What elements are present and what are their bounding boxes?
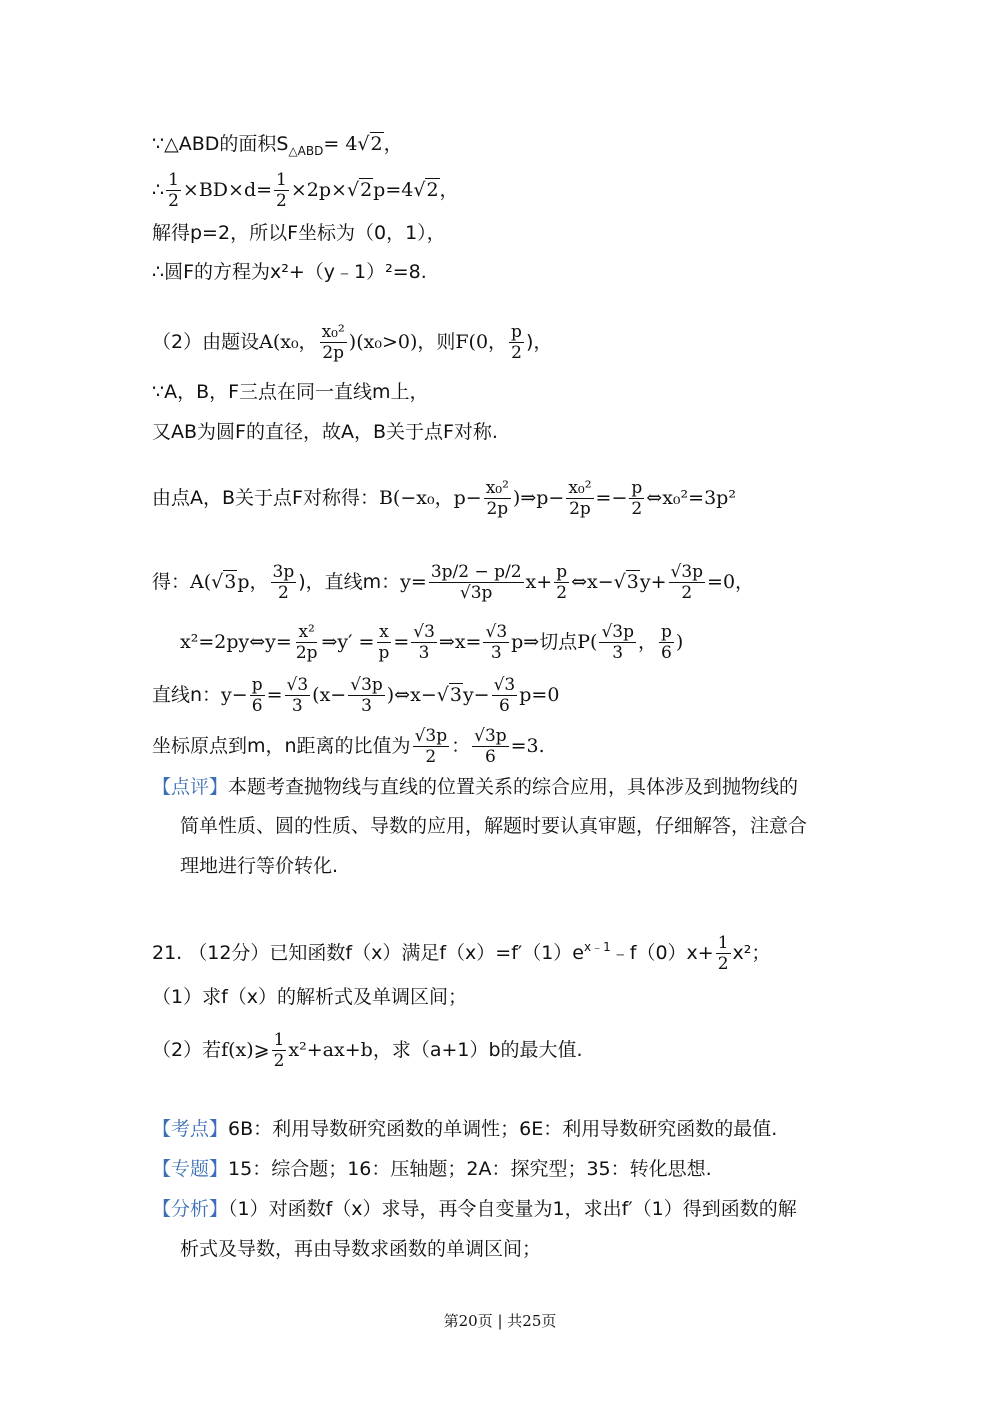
fraction: $\frac{p}{2}$ (556, 562, 568, 603)
fraction: $\frac{\text{x²}}{2p}$ (295, 622, 318, 663)
comment-tag: 【点评】 (152, 776, 229, 798)
fraction: $\frac{√3p}{3}$ (601, 622, 634, 663)
sqrt: √3 (613, 571, 639, 593)
fraction: $\frac{1}{2}$ (168, 170, 179, 211)
zhuanti-section (152, 1156, 712, 1182)
sqrt: √3 (436, 684, 462, 706)
text: x²； (732, 942, 771, 964)
comment-section (152, 774, 798, 800)
text: ⇔x− (571, 571, 614, 593)
question-21-part2 (152, 1030, 583, 1071)
text: B(−x₀，p− (378, 487, 482, 509)
text: y= (400, 571, 427, 593)
comment-text: 本题考查抛物线与直线的位置关系的综合应用，具体涉及到抛物线的 (228, 776, 799, 798)
text: f(x)⩾ (221, 1039, 270, 1061)
text: 由点A，B关于点F对称得： (152, 487, 379, 509)
text: （2）由题设 (152, 331, 260, 353)
text: (x− (312, 684, 347, 706)
text: x²=2py⇔y= (180, 631, 292, 653)
text: =0， (707, 571, 755, 593)
text: =− (595, 487, 628, 509)
text: ， (637, 631, 657, 653)
text: p， (237, 571, 269, 593)
text: p⇒切点 (511, 631, 578, 653)
fraction: $\frac{p}{2}$ (511, 322, 522, 363)
line-tangent-point (180, 622, 683, 663)
fraction: $\frac{\text{x₀²}}{2p}$ (485, 478, 509, 519)
fraction: $\frac{x}{p}$ (378, 622, 390, 663)
text: 坐标原点到m，n距离的比值为 (152, 735, 411, 757)
text: y+ (639, 571, 667, 593)
fraction: $\frac{√3p}{2}$ (414, 726, 448, 767)
text: = (393, 631, 410, 653)
fenxi-tag: 【分析】 (152, 1198, 229, 1220)
comment-text: 简单性质、圆的性质、导数的应用，解题时要认真审题，仔细解答，注意合 (180, 815, 808, 837)
text: P( (577, 631, 598, 653)
text: )， (525, 331, 553, 353)
text: x+ (525, 571, 553, 593)
text: ∴ (152, 179, 165, 201)
text: ∵△ABD的面积S (152, 133, 289, 155)
text: = 4 (323, 133, 358, 155)
comment-text: 理地进行等价转化. (180, 855, 339, 877)
text: ) (675, 631, 684, 653)
text: ⇒x= (438, 631, 482, 653)
fraction: $\frac{3p}{2}$ (272, 562, 295, 603)
fraction: $\frac{√3}{3}$ (485, 622, 508, 663)
fenxi-text: 析式及导数，再由导数求函数的单调区间； (180, 1238, 542, 1260)
text: )，直线m： (298, 571, 401, 593)
text: ⇒y′ = (321, 631, 375, 653)
fenxi-section (152, 1196, 797, 1222)
text: = (266, 684, 283, 706)
text: ， (439, 179, 459, 201)
fraction: $\frac{1}{2}$ (717, 933, 729, 974)
line-line-n (152, 675, 559, 716)
line-solve-p: 解得p=2，所以F坐标为（0，1）， (152, 222, 446, 244)
text: ×BD×d= (182, 179, 273, 201)
fraction: $\frac{√3}{6}$ (493, 675, 516, 716)
fraction: $\frac{√3p}{6}$ (474, 726, 507, 767)
sqrt: √2 (346, 179, 373, 201)
text: )⇒p− (512, 487, 565, 509)
superscript: x﹣1 (584, 940, 611, 954)
line-part2-setup (152, 322, 552, 363)
fraction: $\frac{p}{6}$ (660, 622, 672, 663)
line-diameter: 又AB为圆F的直径，故A，B关于点F对称. (152, 421, 498, 443)
fraction: $\frac{\text{x₀²}}{2p}$ (321, 322, 345, 363)
text: ×2p× (290, 179, 347, 201)
line-circle-equation: ∴圆F的方程为x²+（y﹣1）²=8. (152, 261, 427, 283)
fraction: $\frac{1}{2}$ (276, 170, 287, 211)
text: x²+ax+b (288, 1039, 373, 1061)
text: （2）若 (152, 1039, 222, 1061)
sqrt: √2 (413, 179, 439, 201)
text: ﹣f（0）x+ (610, 942, 714, 964)
question-21 (152, 933, 770, 974)
fraction: $\frac{√3}{3}$ (286, 675, 309, 716)
text: )(x₀>0)，则F(0， (348, 331, 508, 353)
fenxi-text: （1）对函数f（x）求导，再令自变量为1，求出f′（1）得到函数的解 (228, 1198, 797, 1220)
line-ratio (152, 726, 545, 767)
fraction: $\frac{3p/2 - p/2}{√3p}$ (430, 562, 522, 603)
text: 21. （12分）已知函数f（x）满足f（x）=f′（1）e (152, 942, 585, 964)
fraction: $\frac{\text{x₀²}}{2p}$ (568, 478, 592, 519)
kaodian-section (152, 1116, 777, 1142)
text: A(x₀， (259, 331, 318, 353)
fraction: $\frac{p}{2}$ (631, 478, 643, 519)
text: ，求（a+1）b的最大值. (372, 1039, 583, 1061)
text: p=0 (519, 684, 560, 706)
question-21-part1: （1）求f（x）的解析式及单调区间； (152, 986, 468, 1008)
line-line-m (152, 562, 754, 603)
text: =3. (510, 735, 545, 757)
text: ⇔x₀²=3p² (646, 487, 736, 509)
text: A( (190, 571, 212, 593)
text: y− (221, 684, 248, 706)
kaodian-text: 6B：利用导数研究函数的单调性；6E：利用导数研究函数的最值. (228, 1118, 778, 1140)
zhuanti-text: 15：综合题；16：压轴题；2A：探究型；35：转化思想. (228, 1158, 712, 1180)
text: ， (383, 133, 403, 155)
line-area-given (152, 131, 403, 164)
kaodian-tag: 【考点】 (152, 1118, 229, 1140)
fraction: $\frac{√3}{3}$ (413, 622, 435, 663)
radicand: 2 (370, 133, 383, 155)
zhuanti-tag: 【专题】 (152, 1158, 229, 1180)
fraction: $\frac{√3p}{3}$ (350, 675, 383, 716)
fraction: $\frac{1}{2}$ (273, 1030, 285, 1071)
text: 得： (152, 571, 191, 593)
text: )⇔x− (386, 684, 437, 706)
text: y− (462, 684, 490, 706)
text: 直线n： (152, 684, 222, 706)
text: ： (451, 735, 471, 757)
fraction: $\frac{p}{6}$ (251, 675, 263, 716)
sqrt: √3 (211, 571, 237, 593)
line-area-equation (152, 170, 459, 211)
text: p=4 (373, 179, 414, 201)
line-collinear: ∵A，B，F三点在同一直线m上， (152, 381, 429, 403)
page-footer: 第20页 | 共25页 (443, 1312, 557, 1330)
fraction: $\frac{√3p}{2}$ (670, 562, 704, 603)
line-symmetry (152, 478, 736, 519)
subscript: △ABD (288, 144, 324, 158)
sqrt: √2 (357, 133, 383, 155)
